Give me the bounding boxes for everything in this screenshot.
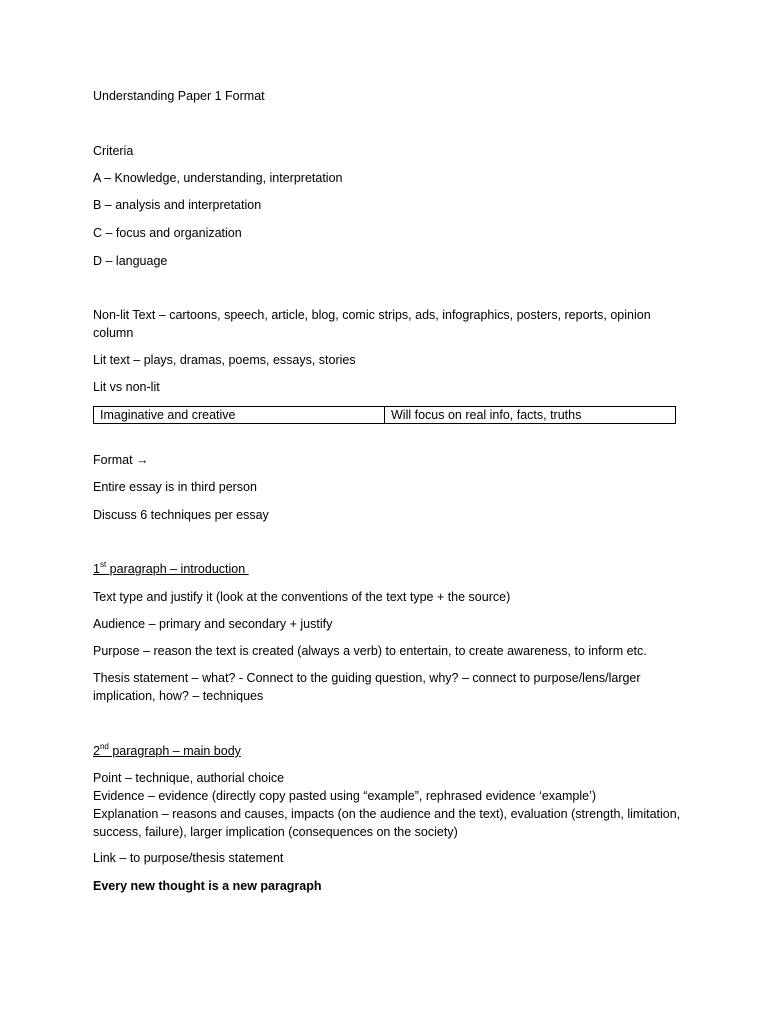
criteria-item-c: C – focus and organization [93,226,242,240]
non-lit-text-line: Non-lit Text – cartoons, speech, article, blog, comic strips, ads, infographics, posters, reports, opinion column [93,308,651,340]
paragraph1-purpose-line: Purpose – reason the text is created (always a verb) to entertain, to create awareness, to inform etc. [93,644,647,658]
lit-vs-nonlit-heading: Lit vs non-lit [93,380,160,394]
criteria-item-d: D – language [93,254,168,268]
paragraph1-thesis-line: Thesis statement – what? - Connect to the guiding question, why? – connect to purpose/lens/larger implication, how? – techniques [93,671,641,703]
comparison-table [93,406,676,424]
closing-note: Every new thought is a new paragraph [93,879,322,893]
format-line-third-person: Entire essay is in third person [93,480,257,494]
format-line-techniques: Discuss 6 techniques per essay [93,508,269,522]
criteria-item-a: A – Knowledge, understanding, interpretation [93,171,343,185]
table-row [94,407,676,424]
paragraph1-heading-suffix: st [99,559,107,569]
table-cell-lit: Imaginative and creative [94,407,385,424]
paragraph2-heading-text: paragraph – main body [108,744,241,758]
paragraph1-heading [93,560,253,578]
paragraph1-audience-line: Audience – primary and secondary + justify [93,617,333,631]
paragraph2-point-line: Point – technique, authorial choice [93,771,285,785]
document-title: Understanding Paper 1 Format [93,89,265,103]
format-heading: Format → [93,453,149,467]
paragraph2-explanation-line: Explanation – reasons and causes, impacts (on the audience and the text), evaluation (strength, limitation, success, failure), larger implication (consequences on the society) [93,807,681,839]
criteria-item-b: B – analysis and interpretation [93,198,262,212]
paragraph1-text-type-line: Text type and justify it (look at the conventions of the text type + the source) [93,590,511,604]
paragraph2-heading [93,742,241,760]
paragraph1-heading-number: 1 [93,562,100,576]
paragraph2-heading-number: 2 [93,744,100,758]
paragraph2-evidence-line: Evidence – evidence (directly copy pasted using “example”, rephrased evidence ‘example’) [93,789,597,803]
table-cell-nonlit: Will focus on real info, facts, truths [385,407,676,424]
criteria-heading: Criteria [93,144,134,158]
paragraph2-link-line: Link – to purpose/thesis statement [93,851,284,865]
lit-text-line: Lit text – plays, dramas, poems, essays, stories [93,353,356,367]
paragraph2-heading-suffix: nd [99,741,109,751]
paragraph1-heading-text: paragraph – introduction [106,562,249,576]
